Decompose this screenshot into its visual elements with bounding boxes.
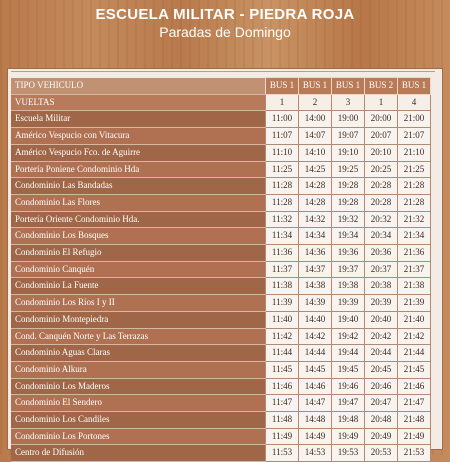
time-cell: 21:49 [398, 428, 431, 445]
table-row [11, 412, 431, 429]
stop-name: Condominio Los Portones [11, 428, 266, 445]
stop-name: Condominio Aguas Claras [11, 345, 266, 362]
table-row [11, 328, 431, 345]
time-cell: 20:48 [365, 412, 398, 429]
time-cell: 11:49 [266, 428, 299, 445]
time-cell: 14:42 [299, 328, 332, 345]
time-cell: 21:47 [398, 395, 431, 412]
stop-name: Condominio Alkura [11, 361, 266, 378]
vehicle-cell: BUS 1 [266, 78, 299, 95]
time-cell: 14:39 [299, 295, 332, 312]
time-cell: 21:38 [398, 278, 431, 295]
time-cell: 20:46 [365, 378, 398, 395]
vehicle-type-row [11, 78, 431, 95]
time-cell: 19:44 [332, 345, 365, 362]
stop-name: Condominio El Sendero [11, 395, 266, 412]
time-cell: 14:44 [299, 345, 332, 362]
time-cell: 11:44 [266, 345, 299, 362]
page-title: ESCUELA MILITAR - PIEDRA ROJA [95, 6, 355, 23]
stop-name: Portería Oriente Condominio Hda. [11, 211, 266, 228]
time-cell: 14:32 [299, 211, 332, 228]
round-cell: 2 [299, 94, 332, 111]
time-cell: 11:36 [266, 245, 299, 262]
time-cell: 20:00 [365, 111, 398, 128]
time-cell: 11:53 [266, 445, 299, 462]
time-cell: 14:45 [299, 361, 332, 378]
table-row [11, 211, 431, 228]
time-cell: 14:28 [299, 178, 332, 195]
stop-name: Condominio Las Bandadas [11, 178, 266, 195]
time-cell: 21:42 [398, 328, 431, 345]
stop-name: Condominio Los Candiles [11, 412, 266, 429]
time-cell: 14:53 [299, 445, 332, 462]
table-row [11, 111, 431, 128]
time-cell: 21:45 [398, 361, 431, 378]
table-row [11, 128, 431, 145]
time-cell: 20:44 [365, 345, 398, 362]
time-cell: 11:07 [266, 128, 299, 145]
vehicle-cell: BUS 1 [398, 78, 431, 95]
time-cell: 19:38 [332, 278, 365, 295]
time-cell: 11:40 [266, 311, 299, 328]
round-cell: 1 [266, 94, 299, 111]
rounds-row [11, 94, 431, 111]
vehicle-cell: BUS 1 [299, 78, 332, 95]
stop-name: Escuela Militar [11, 111, 266, 128]
time-cell: 20:36 [365, 245, 398, 262]
time-cell: 19:39 [332, 295, 365, 312]
time-cell: 20:32 [365, 211, 398, 228]
time-cell: 19:10 [332, 144, 365, 161]
stop-name: Centro de Difusión [11, 445, 266, 462]
stop-name: Américo Vespucio Fco. de Aguirre [11, 144, 266, 161]
time-cell: 20:10 [365, 144, 398, 161]
time-cell: 11:34 [266, 228, 299, 245]
time-cell: 11:39 [266, 295, 299, 312]
stop-name: Condominio La Fuente [11, 278, 266, 295]
time-cell: 19:42 [332, 328, 365, 345]
time-cell: 21:00 [398, 111, 431, 128]
schedule-table-body [11, 78, 431, 462]
table-row [11, 311, 431, 328]
time-cell: 11:38 [266, 278, 299, 295]
time-cell: 11:00 [266, 111, 299, 128]
stop-name: Condominio Las Flores [11, 194, 266, 211]
stop-name: Condominio Los Bosques [11, 228, 266, 245]
time-cell: 20:40 [365, 311, 398, 328]
time-cell: 11:37 [266, 261, 299, 278]
time-cell: 20:07 [365, 128, 398, 145]
time-cell: 20:47 [365, 395, 398, 412]
page-subtitle: Paradas de Domingo [159, 24, 291, 40]
time-cell: 21:07 [398, 128, 431, 145]
time-cell: 20:45 [365, 361, 398, 378]
time-cell: 11:25 [266, 161, 299, 178]
stop-name: Condominio Los Maderos [11, 378, 266, 395]
table-row [11, 261, 431, 278]
time-cell: 21:10 [398, 144, 431, 161]
time-cell: 21:53 [398, 445, 431, 462]
time-cell: 20:28 [365, 194, 398, 211]
time-cell: 21:34 [398, 228, 431, 245]
time-cell: 19:00 [332, 111, 365, 128]
time-cell: 11:32 [266, 211, 299, 228]
time-cell: 14:10 [299, 144, 332, 161]
rounds-label: VUELTAS [11, 94, 266, 111]
round-cell: 1 [365, 94, 398, 111]
time-cell: 19:32 [332, 211, 365, 228]
time-cell: 21:25 [398, 161, 431, 178]
time-cell: 21:48 [398, 412, 431, 429]
stop-name: Américo Vespucio con Vitacura [11, 128, 266, 145]
stop-name: Portería Poniene Condominio Hda [11, 161, 266, 178]
time-cell: 14:40 [299, 311, 332, 328]
time-cell: 20:39 [365, 295, 398, 312]
table-row [11, 445, 431, 462]
time-cell: 19:37 [332, 261, 365, 278]
time-cell: 14:36 [299, 245, 332, 262]
time-cell: 14:46 [299, 378, 332, 395]
table-row [11, 361, 431, 378]
time-cell: 14:47 [299, 395, 332, 412]
time-cell: 11:10 [266, 144, 299, 161]
time-cell: 20:42 [365, 328, 398, 345]
time-cell: 14:48 [299, 412, 332, 429]
round-cell: 3 [332, 94, 365, 111]
time-cell: 14:07 [299, 128, 332, 145]
time-cell: 21:44 [398, 345, 431, 362]
time-cell: 21:32 [398, 211, 431, 228]
time-cell: 21:36 [398, 245, 431, 262]
vehicle-cell: BUS 1 [332, 78, 365, 95]
stop-name: Condominio Los Ríos I y II [11, 295, 266, 312]
time-cell: 21:40 [398, 311, 431, 328]
time-cell: 11:47 [266, 395, 299, 412]
table-row [11, 245, 431, 262]
vehicle-cell: BUS 2 [365, 78, 398, 95]
table-row [11, 144, 431, 161]
table-row [11, 278, 431, 295]
table-row [11, 395, 431, 412]
time-cell: 11:28 [266, 194, 299, 211]
time-cell: 14:25 [299, 161, 332, 178]
time-cell: 14:34 [299, 228, 332, 245]
time-cell: 11:28 [266, 178, 299, 195]
time-cell: 14:00 [299, 111, 332, 128]
time-cell: 21:39 [398, 295, 431, 312]
time-cell: 19:53 [332, 445, 365, 462]
table-row [11, 345, 431, 362]
schedule-panel [7, 68, 443, 458]
stop-name: Condominio El Refugio [11, 245, 266, 262]
schedule-table [11, 77, 431, 462]
time-cell: 11:48 [266, 412, 299, 429]
time-cell: 19:25 [332, 161, 365, 178]
time-cell: 19:07 [332, 128, 365, 145]
table-row [11, 295, 431, 312]
time-cell: 21:28 [398, 178, 431, 195]
time-cell: 20:53 [365, 445, 398, 462]
stop-name: Condominio Canquén [11, 261, 266, 278]
round-cell: 4 [398, 94, 431, 111]
time-cell: 20:49 [365, 428, 398, 445]
time-cell: 19:28 [332, 194, 365, 211]
table-row [11, 194, 431, 211]
time-cell: 21:37 [398, 261, 431, 278]
time-cell: 11:46 [266, 378, 299, 395]
time-cell: 19:36 [332, 245, 365, 262]
time-cell: 11:42 [266, 328, 299, 345]
time-cell: 20:38 [365, 278, 398, 295]
time-cell: 19:48 [332, 412, 365, 429]
time-cell: 21:46 [398, 378, 431, 395]
time-cell: 14:28 [299, 194, 332, 211]
time-cell: 14:37 [299, 261, 332, 278]
time-cell: 14:49 [299, 428, 332, 445]
time-cell: 19:49 [332, 428, 365, 445]
time-cell: 19:28 [332, 178, 365, 195]
stop-name: Condominio Montepiedra [11, 311, 266, 328]
table-row [11, 228, 431, 245]
time-cell: 19:34 [332, 228, 365, 245]
time-cell: 19:40 [332, 311, 365, 328]
time-cell: 21:28 [398, 194, 431, 211]
time-cell: 20:37 [365, 261, 398, 278]
time-cell: 14:38 [299, 278, 332, 295]
time-cell: 11:45 [266, 361, 299, 378]
time-cell: 20:28 [365, 178, 398, 195]
table-row [11, 428, 431, 445]
time-cell: 20:25 [365, 161, 398, 178]
time-cell: 19:46 [332, 378, 365, 395]
time-cell: 19:47 [332, 395, 365, 412]
table-row [11, 378, 431, 395]
vehicle-type-label: TIPO VEHICULO [11, 78, 266, 95]
time-cell: 19:45 [332, 361, 365, 378]
stop-name: Cond. Canquén Norte y Las Terrazas [11, 328, 266, 345]
time-cell: 20:34 [365, 228, 398, 245]
table-row [11, 178, 431, 195]
table-row [11, 161, 431, 178]
